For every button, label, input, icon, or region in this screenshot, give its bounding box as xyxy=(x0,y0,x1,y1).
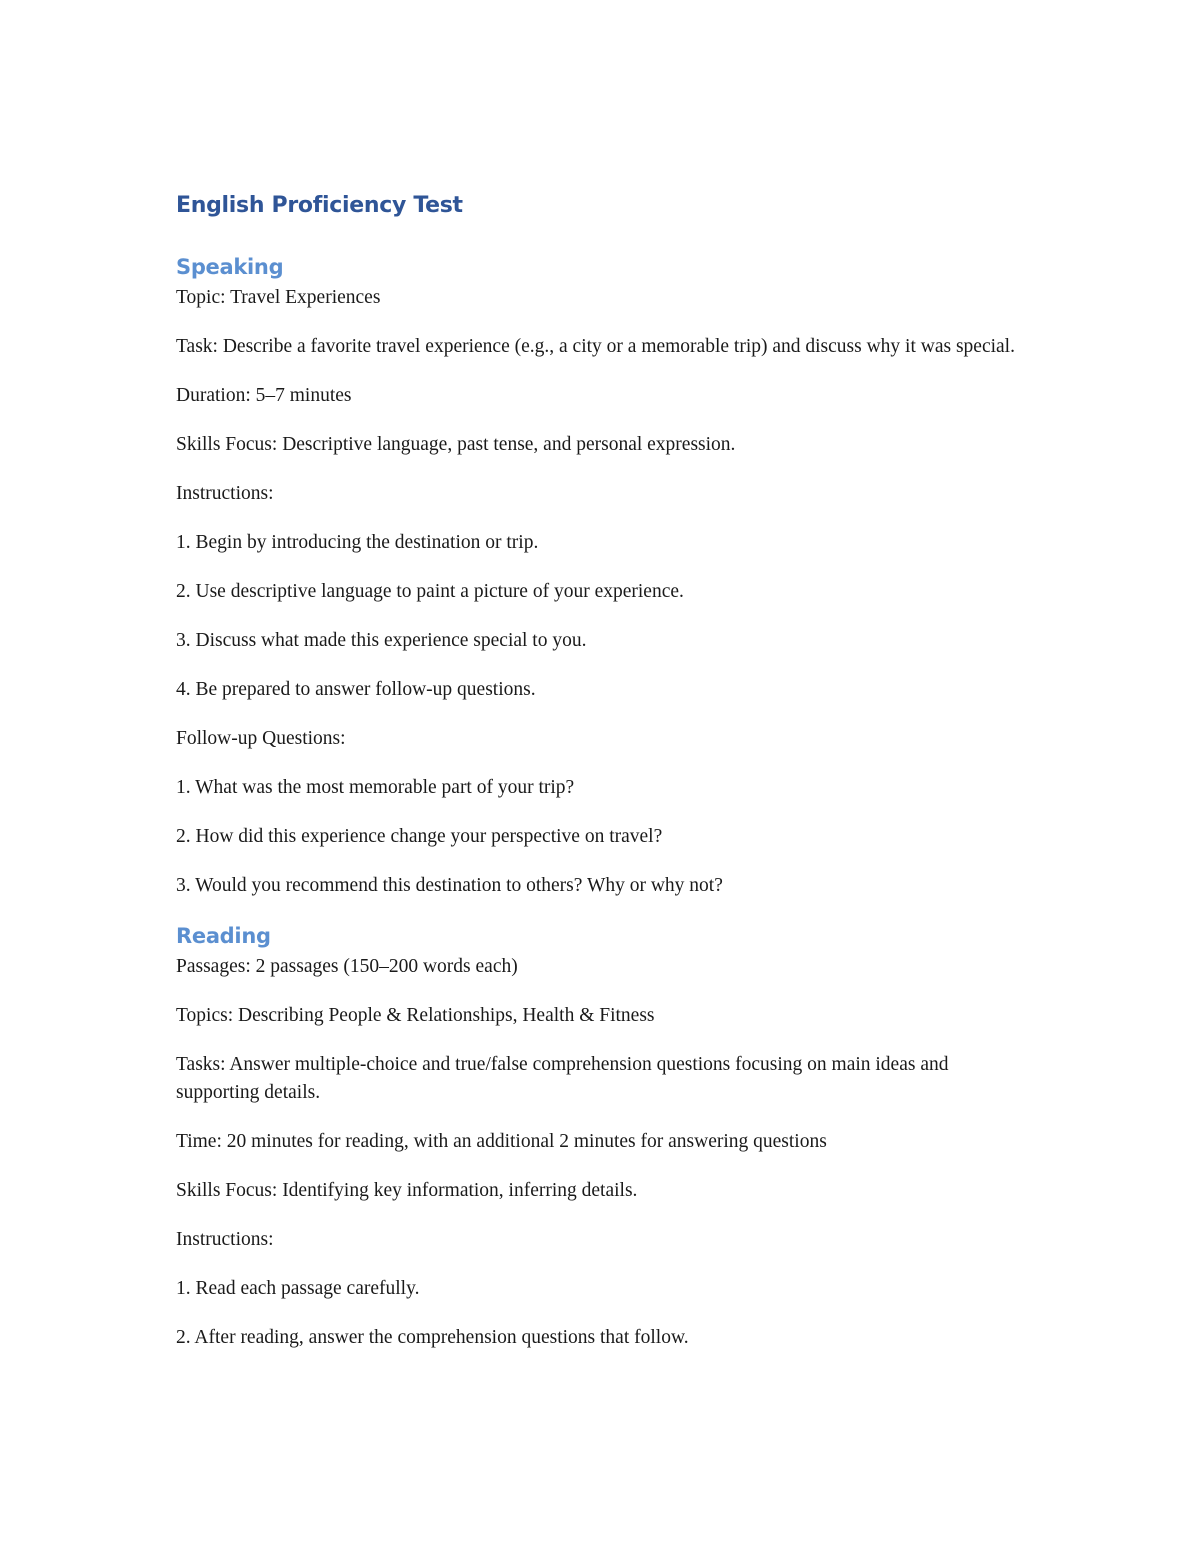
reading-topics: Topics: Describing People & Relationships, Health & Fitness xyxy=(176,1005,655,1026)
speaking-instruction-item: 2. Use descriptive language to paint a picture of your experience. xyxy=(176,581,684,602)
followup-question-item: 1. What was the most memorable part of your trip? xyxy=(176,777,575,798)
speaking-skills-focus: Skills Focus: Descriptive language, past tense, and personal expression. xyxy=(176,434,736,455)
speaking-duration: Duration: 5–7 minutes xyxy=(176,385,352,406)
followup-questions-label: Follow-up Questions: xyxy=(176,728,346,749)
speaking-instruction-item: 3. Discuss what made this experience special to you. xyxy=(176,630,587,651)
speaking-task: Task: Describe a favorite travel experience (e.g., a city or a memorable trip) and discuss why it was special. xyxy=(176,336,1015,357)
reading-skills-focus: Skills Focus: Identifying key information, inferring details. xyxy=(176,1180,638,1201)
reading-heading: Reading xyxy=(176,924,271,948)
followup-question-item: 3. Would you recommend this destination to others? Why or why not? xyxy=(176,875,723,896)
reading-tasks: Tasks: Answer multiple-choice and true/false comprehension questions focusing on main ideas and supporting details. xyxy=(176,1054,949,1103)
speaking-heading: Speaking xyxy=(176,255,284,279)
speaking-topic: Topic: Travel Experiences xyxy=(176,287,381,308)
reading-passages: Passages: 2 passages (150–200 words each) xyxy=(176,956,518,977)
speaking-instruction-item: 4. Be prepared to answer follow-up questions. xyxy=(176,679,536,700)
speaking-instructions-label: Instructions: xyxy=(176,483,274,504)
reading-instruction-item: 2. After reading, answer the comprehension questions that follow. xyxy=(176,1327,689,1348)
reading-instructions-label: Instructions: xyxy=(176,1229,274,1250)
document-body xyxy=(176,190,1036,1373)
reading-instruction-item: 1. Read each passage carefully. xyxy=(176,1278,420,1299)
document-title: English Proficiency Test xyxy=(176,193,463,218)
reading-time: Time: 20 minutes for reading, with an additional 2 minutes for answering questions xyxy=(176,1131,827,1152)
speaking-instruction-item: 1. Begin by introducing the destination or trip. xyxy=(176,532,539,553)
followup-question-item: 2. How did this experience change your perspective on travel? xyxy=(176,826,663,847)
